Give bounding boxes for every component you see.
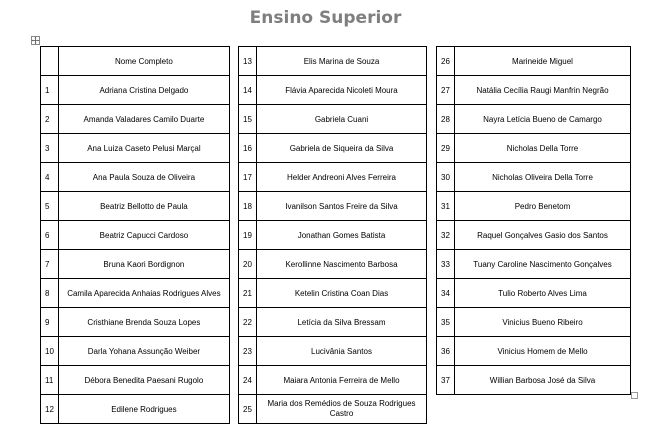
table-row bbox=[239, 337, 427, 366]
row-number: 36 bbox=[437, 337, 455, 366]
table-row bbox=[41, 366, 230, 395]
table-row bbox=[437, 192, 631, 221]
names-table-3 bbox=[436, 46, 631, 395]
table-row bbox=[41, 134, 230, 163]
table-row bbox=[437, 163, 631, 192]
table-row bbox=[239, 308, 427, 337]
table-row bbox=[239, 279, 427, 308]
student-name: Edilene Rodrigues bbox=[58, 395, 229, 424]
student-name: Ana Luiza Caseto Pelusi Marçal bbox=[58, 134, 229, 163]
row-number: 2 bbox=[41, 105, 59, 134]
column-header-name: Nome Completo bbox=[58, 47, 229, 76]
student-name: Amanda Valadares Camilo Duarte bbox=[58, 105, 229, 134]
student-name: Ketelin Cristina Coan Dias bbox=[257, 279, 427, 308]
student-name: Maria dos Remédios de Souza Rodrigues Castro bbox=[257, 395, 427, 424]
student-name: Nayra Letícia Bueno de Camargo bbox=[455, 105, 631, 134]
student-name: Letícia da Silva Bressam bbox=[257, 308, 427, 337]
table-row bbox=[239, 250, 427, 279]
row-number: 30 bbox=[437, 163, 455, 192]
student-name: Ana Paula Souza de Oliveira bbox=[58, 163, 229, 192]
table-row bbox=[437, 221, 631, 250]
row-number: 32 bbox=[437, 221, 455, 250]
table-row bbox=[41, 163, 230, 192]
row-number: 18 bbox=[239, 192, 257, 221]
names-table-2 bbox=[238, 46, 427, 424]
table-row bbox=[239, 366, 427, 395]
table-row bbox=[239, 76, 427, 105]
row-number: 23 bbox=[239, 337, 257, 366]
student-name: Nicholas Della Torre bbox=[455, 134, 631, 163]
student-name: Willian Barbosa José da Silva bbox=[455, 366, 631, 395]
names-table-1 bbox=[40, 46, 230, 424]
row-number: 31 bbox=[437, 192, 455, 221]
student-name: Tuany Caroline Nascimento Gonçalves bbox=[455, 250, 631, 279]
row-number: 11 bbox=[41, 366, 59, 395]
table-row bbox=[437, 250, 631, 279]
table-row bbox=[41, 192, 230, 221]
student-name: Natália Cecília Raugi Manfrin Negrão bbox=[455, 76, 631, 105]
table-row bbox=[41, 76, 230, 105]
student-name: Marineide Miguel bbox=[455, 47, 631, 76]
table-row bbox=[437, 279, 631, 308]
row-number: 16 bbox=[239, 134, 257, 163]
student-name: Maiara Antonia Ferreira de Mello bbox=[257, 366, 427, 395]
student-name: Gabriela Cuani bbox=[257, 105, 427, 134]
table-row bbox=[437, 308, 631, 337]
table-row bbox=[437, 105, 631, 134]
table-row bbox=[41, 105, 230, 134]
row-number: 22 bbox=[239, 308, 257, 337]
student-name: Lucivânia Santos bbox=[257, 337, 427, 366]
student-name: Raquel Gonçalves Gasio dos Santos bbox=[455, 221, 631, 250]
row-number: 28 bbox=[437, 105, 455, 134]
table-row bbox=[239, 105, 427, 134]
row-number: 5 bbox=[41, 192, 59, 221]
row-number: 19 bbox=[239, 221, 257, 250]
row-number: 9 bbox=[41, 308, 59, 337]
student-name: Jonathan Gomes Batista bbox=[257, 221, 427, 250]
table-row bbox=[41, 308, 230, 337]
row-number: 1 bbox=[41, 76, 59, 105]
row-number: 26 bbox=[437, 47, 455, 76]
table-row bbox=[41, 279, 230, 308]
row-number: 34 bbox=[437, 279, 455, 308]
student-name: Beatriz Capucci Cardoso bbox=[58, 221, 229, 250]
table-resize-handle[interactable] bbox=[631, 392, 638, 399]
student-name: Flávia Aparecida Nicoleti Moura bbox=[257, 76, 427, 105]
row-number: 13 bbox=[239, 47, 257, 76]
student-name: Kerollinne Nascimento Barbosa bbox=[257, 250, 427, 279]
student-name: Tulio Roberto Alves Lima bbox=[455, 279, 631, 308]
table-row bbox=[239, 134, 427, 163]
student-name: Bruna Kaori Bordignon bbox=[58, 250, 229, 279]
table-row bbox=[239, 163, 427, 192]
row-number: 17 bbox=[239, 163, 257, 192]
table-row bbox=[41, 395, 230, 424]
row-number: 35 bbox=[437, 308, 455, 337]
table-row bbox=[41, 221, 230, 250]
student-name: Cristhiane Brenda Souza Lopes bbox=[58, 308, 229, 337]
row-number: 27 bbox=[437, 76, 455, 105]
table-row bbox=[437, 47, 631, 76]
table-row bbox=[239, 395, 427, 424]
table-row bbox=[437, 134, 631, 163]
row-number: 4 bbox=[41, 163, 59, 192]
table-row bbox=[239, 192, 427, 221]
table-move-handle-icon[interactable] bbox=[31, 36, 40, 45]
page-title: Ensino Superior bbox=[249, 8, 402, 28]
row-number: 33 bbox=[437, 250, 455, 279]
row-number: 10 bbox=[41, 337, 59, 366]
row-number: 25 bbox=[239, 395, 257, 424]
row-number: 24 bbox=[239, 366, 257, 395]
row-number: 14 bbox=[239, 76, 257, 105]
row-number: 21 bbox=[239, 279, 257, 308]
row-number: 7 bbox=[41, 250, 59, 279]
student-name: Beatriz Bellotto de Paula bbox=[58, 192, 229, 221]
student-name: Adriana Cristina Delgado bbox=[58, 76, 229, 105]
row-number: 15 bbox=[239, 105, 257, 134]
student-name: Vinicius Bueno Ribeiro bbox=[455, 308, 631, 337]
row-number: 8 bbox=[41, 279, 59, 308]
row-number: 29 bbox=[437, 134, 455, 163]
table-row bbox=[437, 76, 631, 105]
student-name: Nicholas Oliveira Della Torre bbox=[455, 163, 631, 192]
row-number: 6 bbox=[41, 221, 59, 250]
row-number bbox=[41, 47, 59, 76]
row-number: 3 bbox=[41, 134, 59, 163]
student-name: Débora Benedita Paesani Rugolo bbox=[58, 366, 229, 395]
student-name: Ivanilson Santos Freire da Silva bbox=[257, 192, 427, 221]
row-number: 37 bbox=[437, 366, 455, 395]
row-number: 12 bbox=[41, 395, 59, 424]
student-name: Gabriela de Siqueira da Silva bbox=[257, 134, 427, 163]
row-number: 20 bbox=[239, 250, 257, 279]
table-row bbox=[239, 221, 427, 250]
header-row bbox=[41, 47, 230, 76]
student-name: Camila Aparecida Anhaias Rodrigues Alves bbox=[58, 279, 229, 308]
student-name: Vinicius Homem de Mello bbox=[455, 337, 631, 366]
student-name: Pedro Benetom bbox=[455, 192, 631, 221]
student-name: Darla Yohana Assunção Weiber bbox=[58, 337, 229, 366]
table-row bbox=[437, 337, 631, 366]
table-row bbox=[437, 366, 631, 395]
table-row bbox=[239, 47, 427, 76]
table-row bbox=[41, 337, 230, 366]
student-name: Elis Marina de Souza bbox=[257, 47, 427, 76]
student-name: Helder Andreoni Alves Ferreira bbox=[257, 163, 427, 192]
table-row bbox=[41, 250, 230, 279]
